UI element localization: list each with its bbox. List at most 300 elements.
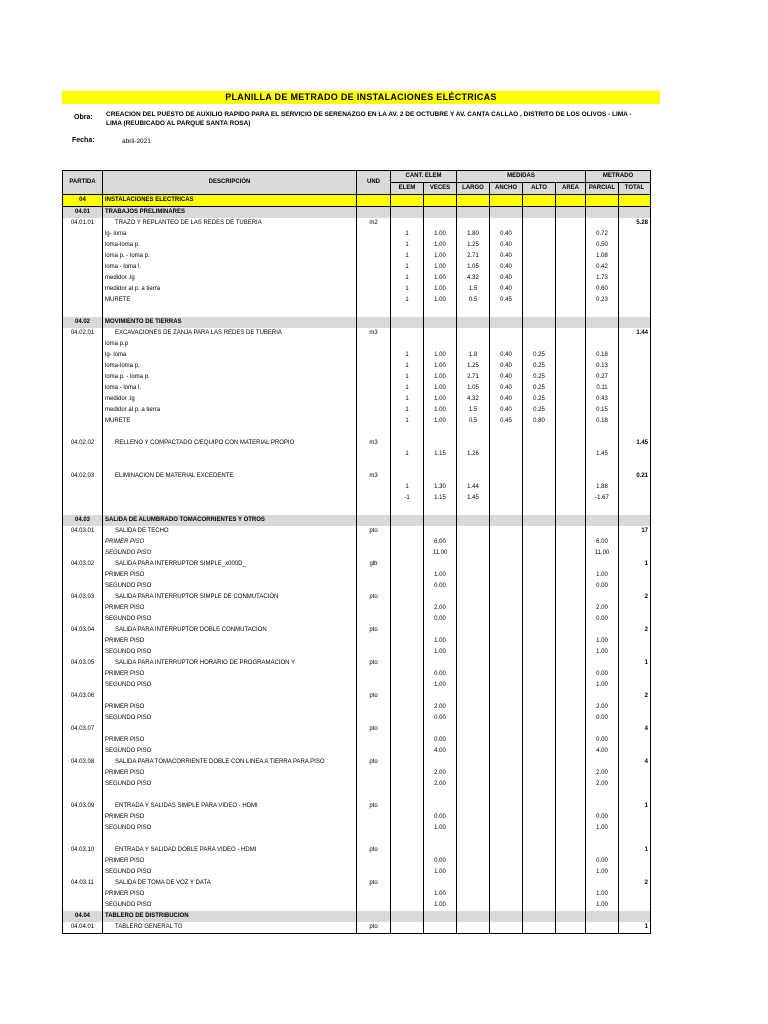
cell-area: [556, 460, 586, 471]
cell-alto: [523, 900, 556, 911]
cell-und: [357, 350, 391, 361]
cell-elem: [391, 537, 424, 548]
cell-total: [619, 911, 651, 922]
cell-area: [556, 537, 586, 548]
cell-total: 1: [619, 922, 651, 934]
header-area: AREA: [556, 183, 586, 195]
cell-alto: [523, 195, 556, 207]
cell-alto: 0.25: [523, 372, 556, 383]
cell-alto: 0.25: [523, 394, 556, 405]
cell-descripcion: SEGUNDO PISO: [103, 779, 357, 790]
cell-elem: [391, 724, 424, 735]
cell-descripcion: PRIMER PISO: [103, 636, 357, 647]
cell-und: [357, 482, 391, 493]
cell-largo: 4.32: [457, 273, 490, 284]
cell-partida: [63, 669, 103, 680]
cell-ancho: 0.40: [490, 262, 523, 273]
cell-elem: 1: [391, 273, 424, 284]
cell-ancho: [490, 834, 523, 845]
cell-area: [556, 438, 586, 449]
cell-elem: -1: [391, 493, 424, 504]
cell-total: 2: [619, 592, 651, 603]
cell-largo: [457, 471, 490, 482]
cell-parcial: 1.00: [586, 823, 619, 834]
cell-parcial: [586, 559, 619, 570]
cell-area: [556, 317, 586, 328]
cell-alto: [523, 207, 556, 219]
cell-area: [556, 284, 586, 295]
cell-descripcion: MURETE: [103, 295, 357, 306]
cell-parcial: [586, 306, 619, 317]
cell-und: pto: [357, 625, 391, 636]
cell-alto: [523, 834, 556, 845]
cell-descripcion: SALIDA PARA INTERRUPTOR HORARIO DE PROGRAMACION Y: [103, 658, 357, 669]
cell-partida: [63, 768, 103, 779]
cell-area: [556, 328, 586, 339]
cell-veces: [424, 911, 457, 922]
cell-area: [556, 922, 586, 934]
cell-descripcion: loma-loma p.: [103, 240, 357, 251]
table-row: [63, 262, 651, 273]
cell-partida: [63, 295, 103, 306]
cell-alto: [523, 845, 556, 856]
cell-ancho: [490, 911, 523, 922]
cell-area: [556, 350, 586, 361]
cell-largo: [457, 427, 490, 438]
cell-descripcion: lg- loma: [103, 350, 357, 361]
cell-elem: [391, 548, 424, 559]
cell-alto: [523, 790, 556, 801]
cell-total: [619, 680, 651, 691]
cell-ancho: [490, 207, 523, 219]
cell-total: [619, 262, 651, 273]
cell-descripcion: SEGUNDO PISO: [103, 713, 357, 724]
cell-veces: 1.00: [424, 361, 457, 372]
cell-area: [556, 195, 586, 207]
cell-ancho: [490, 922, 523, 934]
cell-und: [357, 515, 391, 526]
header-alto: ALTO: [523, 183, 556, 195]
table-body: [63, 195, 651, 934]
cell-elem: [391, 570, 424, 581]
cell-area: [556, 240, 586, 251]
cell-parcial: [586, 922, 619, 934]
cell-elem: 1: [391, 251, 424, 262]
cell-total: [619, 669, 651, 680]
cell-descripcion: RELLENO Y COMPACTADO C/EQUIPO CON MATERIAL PROPIO: [103, 438, 357, 449]
subsection-row: [63, 515, 651, 526]
cell-total: [619, 482, 651, 493]
cell-und: [357, 284, 391, 295]
cell-alto: [523, 273, 556, 284]
cell-elem: [391, 801, 424, 812]
cell-total: [619, 537, 651, 548]
cell-parcial: 0.60: [586, 284, 619, 295]
cell-elem: [391, 438, 424, 449]
header-parcial: PARCIAL: [586, 183, 619, 195]
cell-alto: 0.25: [523, 361, 556, 372]
cell-veces: 2.00: [424, 779, 457, 790]
cell-partida: [63, 339, 103, 350]
cell-und: pto: [357, 658, 391, 669]
cell-parcial: [586, 592, 619, 603]
cell-descripcion: PRIMER PISO: [103, 570, 357, 581]
cell-largo: [457, 614, 490, 625]
cell-ancho: [490, 669, 523, 680]
table-row: [63, 339, 651, 350]
cell-partida: [63, 262, 103, 273]
cell-parcial: 2.00: [586, 779, 619, 790]
cell-partida: [63, 713, 103, 724]
cell-area: [556, 526, 586, 537]
cell-total: [619, 647, 651, 658]
cell-largo: [457, 339, 490, 350]
cell-largo: 0.5: [457, 416, 490, 427]
cell-area: [556, 207, 586, 219]
cell-alto: [523, 339, 556, 350]
cell-veces: 1.00: [424, 372, 457, 383]
cell-elem: [391, 427, 424, 438]
cell-parcial: 0.11: [586, 383, 619, 394]
cell-largo: [457, 328, 490, 339]
cell-total: [619, 746, 651, 757]
cell-parcial: 0.50: [586, 240, 619, 251]
cell-elem: [391, 218, 424, 229]
cell-elem: [391, 856, 424, 867]
cell-elem: [391, 195, 424, 207]
cell-area: [556, 878, 586, 889]
cell-veces: 1.00: [424, 900, 457, 911]
cell-parcial: [586, 471, 619, 482]
cell-largo: 2.71: [457, 372, 490, 383]
cell-area: [556, 427, 586, 438]
cell-partida: [63, 350, 103, 361]
cell-total: [619, 702, 651, 713]
cell-elem: [391, 515, 424, 526]
cell-veces: 1.15: [424, 493, 457, 504]
cell-ancho: [490, 647, 523, 658]
cell-alto: [523, 449, 556, 460]
cell-veces: 2.00: [424, 702, 457, 713]
cell-partida: [63, 812, 103, 823]
cell-und: [357, 779, 391, 790]
cell-alto: [523, 878, 556, 889]
cell-und: pto: [357, 757, 391, 768]
cell-ancho: [490, 867, 523, 878]
cell-alto: [523, 218, 556, 229]
cell-total: 0.21: [619, 471, 651, 482]
cell-total: [619, 460, 651, 471]
cell-partida: [63, 856, 103, 867]
cell-descripcion: INSTALACIONES ELECTRICAS: [103, 195, 357, 207]
cell-partida: [63, 636, 103, 647]
cell-alto: [523, 779, 556, 790]
cell-ancho: [490, 537, 523, 548]
cell-und: [357, 713, 391, 724]
cell-ancho: 0.40: [490, 284, 523, 295]
cell-parcial: 0.00: [586, 812, 619, 823]
cell-veces: 2.00: [424, 603, 457, 614]
cell-total: [619, 273, 651, 284]
cell-area: [556, 394, 586, 405]
cell-area: [556, 372, 586, 383]
table-row: [63, 823, 651, 834]
cell-largo: [457, 680, 490, 691]
cell-area: [556, 361, 586, 372]
cell-descripcion: loma - loma l.: [103, 262, 357, 273]
cell-area: [556, 625, 586, 636]
cell-descripcion: SALIDA PARA TOMACORRIENTE DOBLE CON LINEA A TIERRA PARA PISO: [103, 757, 357, 768]
cell-und: [357, 460, 391, 471]
cell-alto: [523, 757, 556, 768]
cell-area: [556, 845, 586, 856]
cell-veces: 1.00: [424, 405, 457, 416]
cell-ancho: [490, 328, 523, 339]
cell-descripcion: SEGUNDO PISO: [103, 581, 357, 592]
table-row: [63, 724, 651, 735]
table-row: [63, 603, 651, 614]
cell-veces: 0.00: [424, 614, 457, 625]
cell-partida: [63, 570, 103, 581]
cell-veces: [424, 845, 457, 856]
cell-ancho: [490, 900, 523, 911]
table-row: [63, 801, 651, 812]
table-row: [63, 768, 651, 779]
cell-und: [357, 240, 391, 251]
cell-veces: [424, 724, 457, 735]
cell-elem: [391, 889, 424, 900]
cell-total: 1: [619, 658, 651, 669]
cell-largo: [457, 537, 490, 548]
cell-elem: [391, 713, 424, 724]
cell-und: pto: [357, 592, 391, 603]
cell-veces: 0.00: [424, 669, 457, 680]
cell-area: [556, 306, 586, 317]
cell-area: [556, 911, 586, 922]
cell-descripcion: MURETE: [103, 416, 357, 427]
cell-alto: [523, 460, 556, 471]
cell-und: [357, 394, 391, 405]
cell-alto: [523, 581, 556, 592]
cell-ancho: [490, 713, 523, 724]
cell-total: 1.45: [619, 438, 651, 449]
cell-parcial: [586, 911, 619, 922]
cell-largo: 1.05: [457, 383, 490, 394]
cell-elem: [391, 526, 424, 537]
cell-area: [556, 768, 586, 779]
cell-descripcion: PRIMER PISO: [103, 856, 357, 867]
cell-largo: 1.45: [457, 493, 490, 504]
cell-largo: 1.5: [457, 405, 490, 416]
cell-area: [556, 823, 586, 834]
cell-total: [619, 251, 651, 262]
cell-total: [619, 713, 651, 724]
cell-veces: [424, 195, 457, 207]
table-row: [63, 845, 651, 856]
cell-area: [556, 636, 586, 647]
cell-largo: [457, 218, 490, 229]
cell-descripcion: PRIMER PISO: [103, 735, 357, 746]
table-row: [63, 614, 651, 625]
cell-ancho: 0.45: [490, 295, 523, 306]
cell-elem: [391, 867, 424, 878]
cell-total: [619, 570, 651, 581]
cell-und: [357, 614, 391, 625]
cell-largo: [457, 856, 490, 867]
cell-veces: 1.00: [424, 394, 457, 405]
cell-elem: 1: [391, 405, 424, 416]
cell-veces: 2.00: [424, 768, 457, 779]
cell-parcial: [586, 845, 619, 856]
cell-largo: [457, 647, 490, 658]
cell-parcial: 0.15: [586, 405, 619, 416]
fecha-label: Fecha:: [72, 137, 95, 144]
cell-ancho: [490, 724, 523, 735]
cell-descripcion: [103, 504, 357, 515]
cell-veces: [424, 460, 457, 471]
cell-veces: 1.00: [424, 273, 457, 284]
cell-ancho: 0.40: [490, 273, 523, 284]
cell-elem: [391, 757, 424, 768]
cell-partida: [63, 889, 103, 900]
table-row: [63, 713, 651, 724]
cell-veces: 4.00: [424, 746, 457, 757]
table-row: [63, 372, 651, 383]
cell-descripcion: SEGUNDO PISO: [103, 647, 357, 658]
cell-total: [619, 195, 651, 207]
cell-total: [619, 614, 651, 625]
cell-descripcion: SEGUNDO PISO: [103, 614, 357, 625]
cell-alto: [523, 867, 556, 878]
cell-ancho: 0.40: [490, 350, 523, 361]
cell-parcial: [586, 878, 619, 889]
cell-largo: 1.8: [457, 350, 490, 361]
cell-partida: [63, 680, 103, 691]
cell-total: [619, 427, 651, 438]
cell-parcial: 1.08: [586, 251, 619, 262]
cell-und: [357, 603, 391, 614]
cell-descripcion: PRIMER PISO: [103, 889, 357, 900]
cell-largo: 2.71: [457, 251, 490, 262]
cell-largo: [457, 548, 490, 559]
cell-largo: [457, 691, 490, 702]
cell-descripcion: [103, 493, 357, 504]
cell-elem: 1: [391, 361, 424, 372]
cell-descripcion: [103, 306, 357, 317]
metrado-table: [62, 170, 651, 934]
cell-largo: [457, 757, 490, 768]
cell-veces: 1.00: [424, 570, 457, 581]
spacer-row: [63, 306, 651, 317]
cell-veces: [424, 834, 457, 845]
cell-area: [556, 889, 586, 900]
cell-area: [556, 647, 586, 658]
cell-partida: 04.03.03: [63, 592, 103, 603]
cell-total: 2: [619, 691, 651, 702]
page-title: PLANILLA DE METRADO DE INSTALACIONES ELÉCTRICAS: [62, 91, 660, 104]
cell-veces: 1.00: [424, 251, 457, 262]
cell-veces: [424, 328, 457, 339]
cell-largo: 1.44: [457, 482, 490, 493]
cell-partida: [63, 867, 103, 878]
cell-parcial: 1.00: [586, 900, 619, 911]
cell-largo: [457, 834, 490, 845]
cell-alto: [523, 548, 556, 559]
cell-parcial: 0.18: [586, 350, 619, 361]
cell-descripcion: PRIMER PISO: [103, 812, 357, 823]
cell-area: [556, 229, 586, 240]
cell-area: [556, 757, 586, 768]
cell-veces: [424, 878, 457, 889]
cell-elem: [391, 592, 424, 603]
cell-ancho: [490, 614, 523, 625]
cell-total: [619, 372, 651, 383]
cell-largo: 1.5: [457, 284, 490, 295]
cell-descripcion: loma p.p: [103, 339, 357, 350]
cell-ancho: [490, 889, 523, 900]
cell-descripcion: loma p. - loma p.: [103, 372, 357, 383]
cell-descripcion: SEGUNDO PISO: [103, 548, 357, 559]
cell-und: [357, 768, 391, 779]
cell-veces: [424, 658, 457, 669]
table-row: [63, 625, 651, 636]
cell-area: [556, 691, 586, 702]
cell-ancho: [490, 636, 523, 647]
cell-alto: [523, 295, 556, 306]
cell-veces: [424, 757, 457, 768]
header-ancho: ANCHO: [490, 183, 523, 195]
cell-alto: [523, 735, 556, 746]
cell-veces: 1.00: [424, 240, 457, 251]
cell-veces: [424, 317, 457, 328]
cell-parcial: 0.00: [586, 735, 619, 746]
cell-descripcion: medidor .lg: [103, 273, 357, 284]
cell-total: [619, 394, 651, 405]
cell-largo: [457, 625, 490, 636]
cell-parcial: 1.00: [586, 889, 619, 900]
cell-ancho: [490, 801, 523, 812]
cell-total: [619, 900, 651, 911]
cell-partida: [63, 482, 103, 493]
cell-ancho: [490, 526, 523, 537]
cell-ancho: [490, 482, 523, 493]
cell-total: 2: [619, 878, 651, 889]
cell-ancho: [490, 493, 523, 504]
cell-alto: [523, 317, 556, 328]
cell-largo: 1.25: [457, 240, 490, 251]
cell-descripcion: loma p. - loma p.: [103, 251, 357, 262]
cell-alto: [523, 669, 556, 680]
cell-partida: 04.04.01: [63, 922, 103, 934]
cell-elem: [391, 504, 424, 515]
cell-descripcion: [103, 724, 357, 735]
cell-parcial: [586, 195, 619, 207]
cell-alto: [523, 702, 556, 713]
cell-alto: [523, 680, 556, 691]
cell-alto: [523, 746, 556, 757]
cell-veces: [424, 218, 457, 229]
table-row: [63, 328, 651, 339]
cell-total: [619, 812, 651, 823]
cell-elem: [391, 625, 424, 636]
table-row: [63, 757, 651, 768]
cell-alto: [523, 823, 556, 834]
cell-und: [357, 295, 391, 306]
cell-ancho: 0.40: [490, 361, 523, 372]
cell-largo: [457, 636, 490, 647]
cell-parcial: [586, 504, 619, 515]
header-veces: VECES: [424, 183, 457, 195]
